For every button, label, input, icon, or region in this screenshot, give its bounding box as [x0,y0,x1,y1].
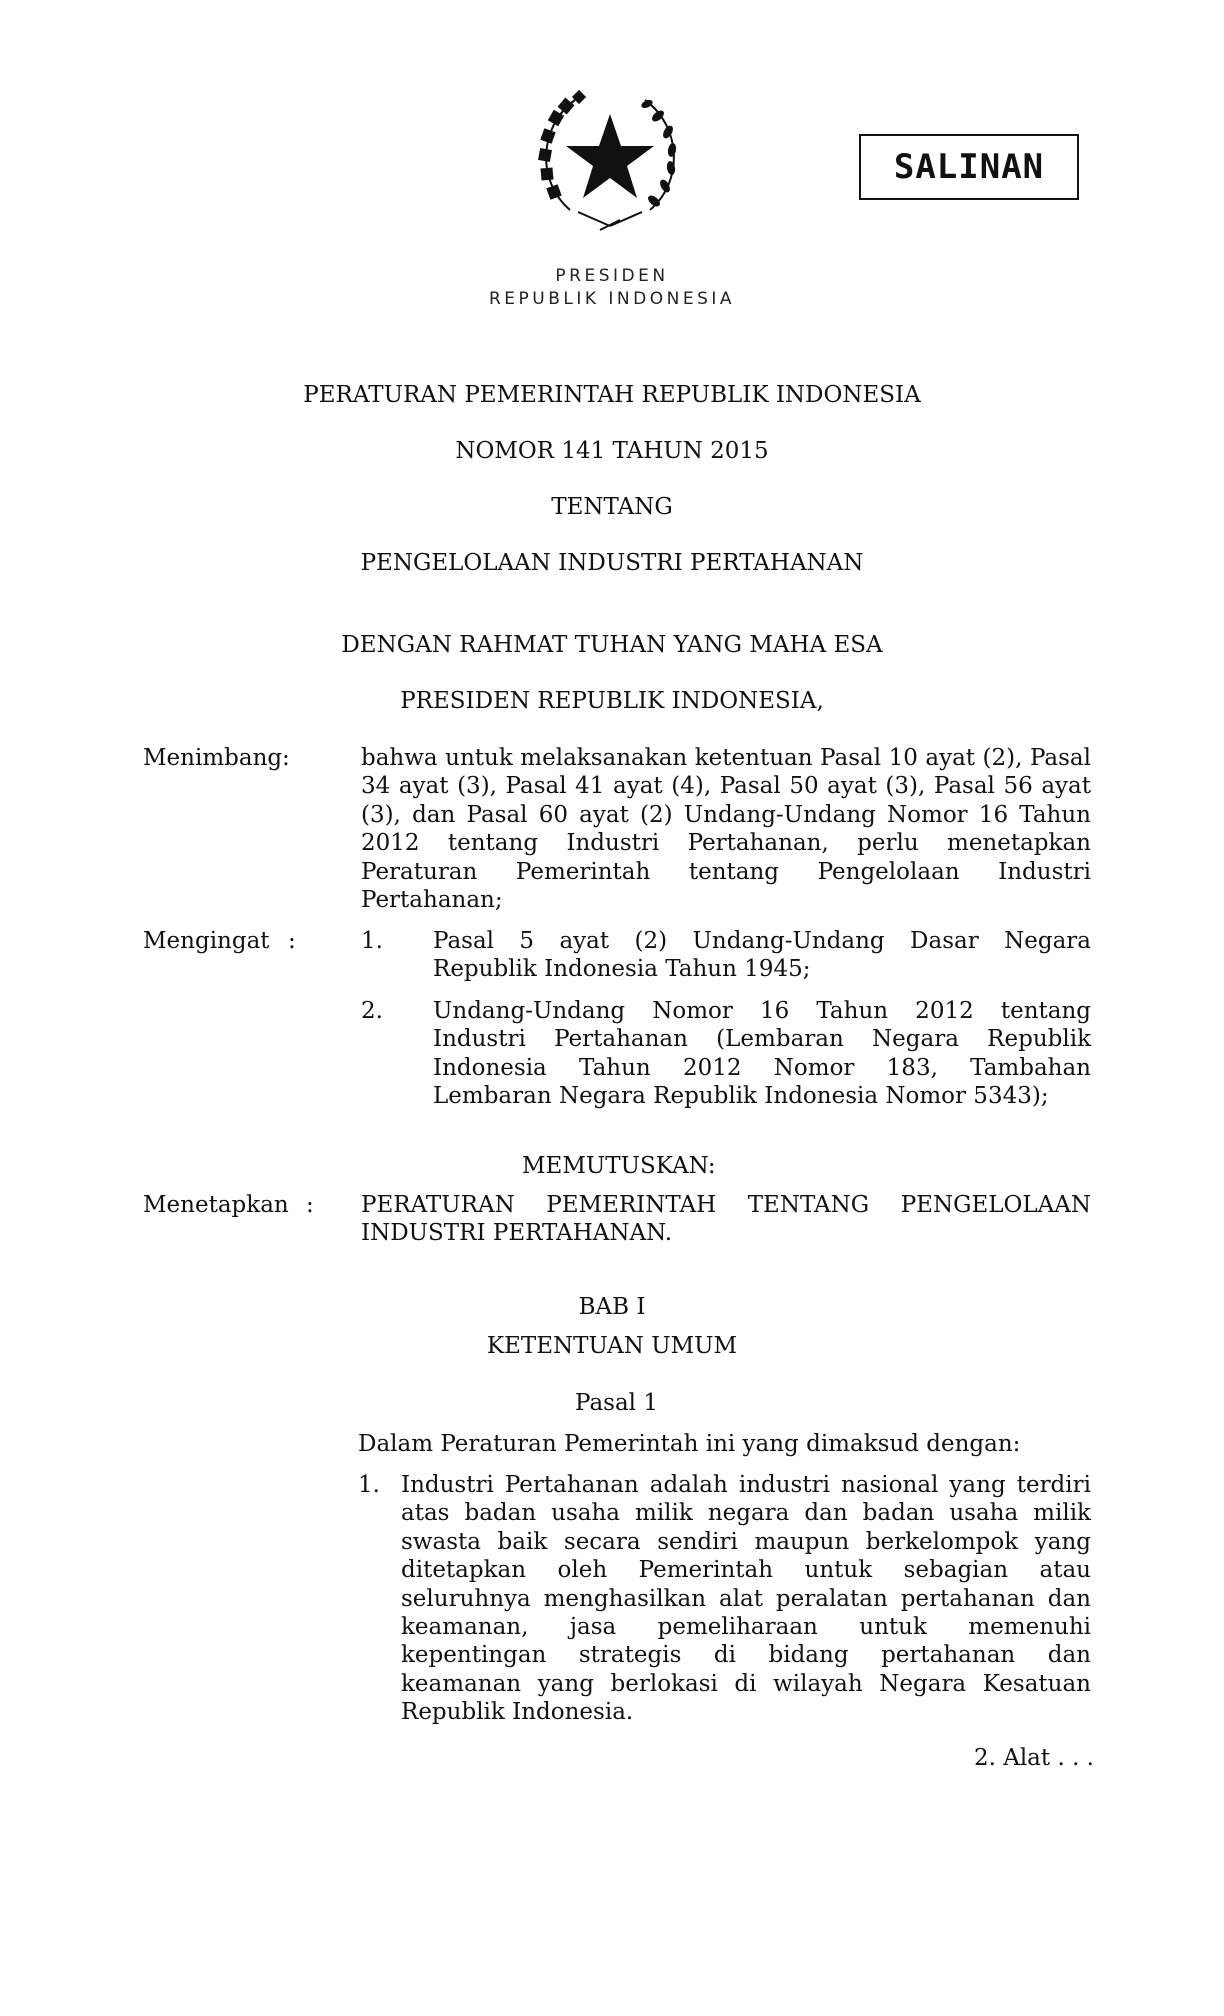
article-item-number: 1. [358,1472,380,1498]
mengingat-item-text: Pasal 5 ayat (2) Undang-Undang Dasar Negara Republik Indonesia Tahun 1945; [433,928,1091,983]
article-title: Pasal 1 [575,1390,658,1416]
menetapkan-colon: : [306,1192,314,1218]
regulation-title: PERATURAN PEMERINTAH REPUBLIK INDONESIA [303,382,921,408]
preamble-line: DENGAN RAHMAT TUHAN YANG MAHA ESA [341,632,883,658]
memutuskan-heading: MEMUTUSKAN: [522,1153,716,1179]
menetapkan-text: PERATURAN PEMERINTAH TENTANG PENGELOLAAN INDUSTRI PERTAHANAN. [361,1192,1091,1247]
chapter-title: BAB I [578,1294,646,1320]
menimbang-label: Menimbang [143,745,283,771]
mengingat-item-number: 2. [361,998,383,1024]
menimbang-text: bahwa untuk melaksanakan ketentuan Pasal 10 ayat (2), Pasal 34 ayat (3), Pasal 41 ayat (4), Pasal 50 ayat (3), Pasal 56 ayat (3), dan Pasal 60 ayat (2) Undang-Undang Nomor 16 Tahun 2012 tentang Industri Pertahanan, perlu menetapkan Peraturan Pemerintah tentang Pengelolaan Industri Pertahanan; [361,745,1091,914]
mengingat-item-text: Undang-Undang Nomor 16 Tahun 2012 tentang Industri Pertahanan (Lembaran Negara Republik Indonesia Tahun 2012 Nomor 183, Tambahan Lembaran Negara Republik Indonesia Nomor 5343); [433,998,1091,1110]
menimbang-colon: : [282,745,290,771]
regulation-number: NOMOR 141 TAHUN 2015 [455,438,769,464]
presidential-emblem-icon [530,80,690,240]
mengingat-item-number: 1. [361,928,383,954]
article-intro: Dalam Peraturan Pemerintah ini yang dimaksud dengan: [358,1431,1021,1457]
salinan-label: SALINAN [893,147,1045,187]
chapter-subtitle: KETENTUAN UMUM [486,1333,738,1359]
menetapkan-label: Menetapkan [143,1192,289,1218]
mengingat-label: Mengingat [143,928,270,954]
emblem-caption-republik: REPUBLIK INDONESIA [488,289,736,309]
regulation-subject: PENGELOLAAN INDUSTRI PERTAHANAN [360,550,864,576]
article-item-text: Industri Pertahanan adalah industri nasional yang terdiri atas badan usaha milik negara dan badan usaha milik swasta baik secara sendiri maupun berkelompok yang ditetapkan oleh Pemerintah untuk sebagian atau seluruhnya menghasilkan alat peralatan pertahanan dan keamanan, jasa pemeliharaan untuk memenuhi kepentingan strategis di bidang pertahanan dan keamanan yang berlokasi di wilayah Negara Kesatuan Republik Indonesia. [401,1472,1091,1726]
mengingat-colon: : [288,928,296,954]
salinan-stamp [859,134,1079,200]
emblem-caption-presiden: PRESIDEN [555,266,669,286]
page-continuation: 2. Alat . . . [973,1745,1094,1771]
president-line: PRESIDEN REPUBLIK INDONESIA, [400,688,824,714]
regulation-about: TENTANG [551,494,673,520]
